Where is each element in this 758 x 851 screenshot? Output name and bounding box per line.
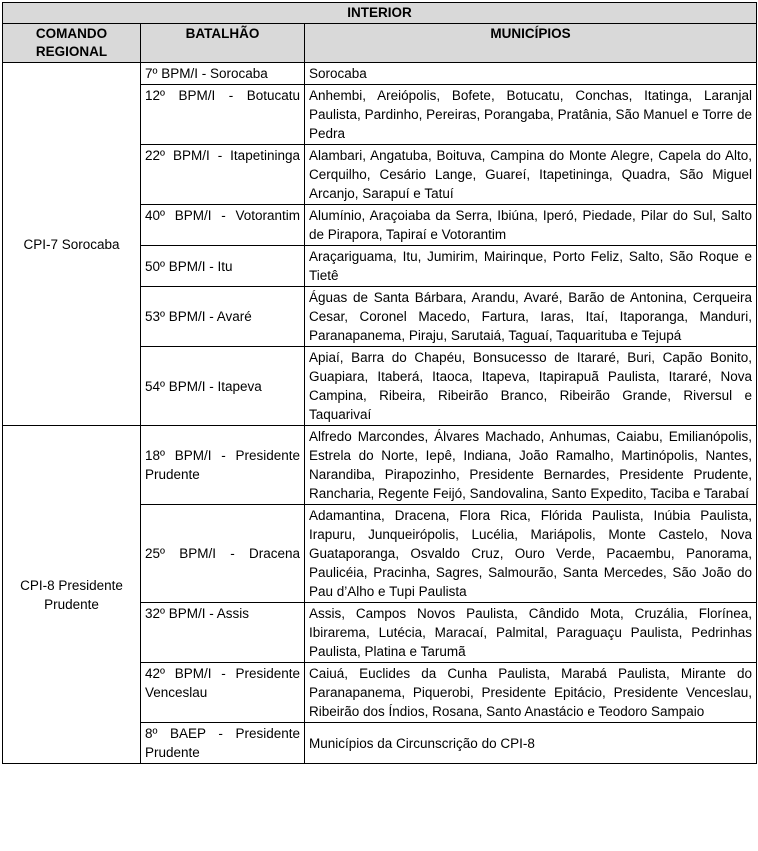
municipalities-cell: Apiaí, Barra do Chapéu, Bonsucesso de Itararé, Buri, Capão Bonito, Guapiara, Itaberá, Itaoca, Itapeva, Itapirapuã Paulista, Itararé, Nova Campina, Ribeira, Ribeirão Branco, Ribeirão Grande, Riversul e Taquarivaí <box>305 347 757 426</box>
header-comando: COMANDO REGIONAL <box>3 24 141 63</box>
battalion-cell: 22º BPM/I - Itapetininga <box>141 145 305 205</box>
title-row <box>3 3 757 24</box>
municipalities-cell: Águas de Santa Bárbara, Arandu, Avaré, Barão de Antonina, Cerqueira Cesar, Coronel Macedo, Fartura, Iaras, Itaí, Itaporanga, Manduri, Paranapanema, Piraju, Sarutaiá, Taguaí, Taquarituba e Tejupá <box>305 287 757 347</box>
interior-table <box>2 2 757 764</box>
municipalities-cell: Alumínio, Araçoiaba da Serra, Ibiúna, Iperó, Piedade, Pilar do Sul, Salto de Pirapora, Tapiraí e Votorantim <box>305 205 757 246</box>
municipalities-cell: Assis, Campos Novos Paulista, Cândido Mota, Cruzália, Florínea, Ibirarema, Lutécia, Maracaí, Palmital, Paraguaçu Paulista, Pedrinhas Paulista, Platina e Tarumã <box>305 603 757 663</box>
municipalities-cell: Alfredo Marcondes, Álvares Machado, Anhumas, Caiabu, Emilianópolis, Estrela do Norte, Iepê, Indiana, João Ramalho, Martinópolis, Nantes, Narandiba, Pirapozinho, Presidente Bernardes, Presidente Prudente, Rancharia, Regente Feijó, Sandovalina, Santo Expedito, Taciba e Tarabaí <box>305 426 757 505</box>
battalion-cell: 40º BPM/I - Votorantim <box>141 205 305 246</box>
table-row <box>3 63 757 85</box>
header-row <box>3 24 757 63</box>
battalion-cell: 50º BPM/I - Itu <box>141 246 305 287</box>
header-municipios: MUNICÍPIOS <box>305 24 757 63</box>
battalion-cell: 25º BPM/I - Dracena <box>141 505 305 603</box>
municipalities-cell: Municípios da Circunscrição do CPI-8 <box>305 723 757 764</box>
battalion-cell: 12º BPM/I - Botucatu <box>141 85 305 145</box>
municipalities-cell: Alambari, Angatuba, Boituva, Campina do Monte Alegre, Capela do Alto, Cerquilho, Cesário Lange, Guareí, Itapetininga, Quadra, São Miguel Arcanjo, Sarapuí e Tatuí <box>305 145 757 205</box>
battalion-cell: 32º BPM/I - Assis <box>141 603 305 663</box>
table-row <box>3 426 757 505</box>
municipalities-cell: Caiuá, Euclides da Cunha Paulista, Marabá Paulista, Mirante do Paranapanema, Piquerobi, Presidente Epitácio, Presidente Venceslau, Ribeirão dos Índios, Rosana, Santo Anastácio e Teodoro Sampaio <box>305 663 757 723</box>
table-title: INTERIOR <box>3 3 757 24</box>
battalion-cell: 7º BPM/I - Sorocaba <box>141 63 305 85</box>
battalion-cell: 8º BAEP - Presidente Prudente <box>141 723 305 764</box>
battalion-cell: 42º BPM/I - Presidente Venceslau <box>141 663 305 723</box>
battalion-cell: 53º BPM/I - Avaré <box>141 287 305 347</box>
battalion-cell: 54º BPM/I - Itapeva <box>141 347 305 426</box>
municipalities-cell: Anhembi, Areiópolis, Bofete, Botucatu, Conchas, Itatinga, Laranjal Paulista, Pardinho, Pereiras, Porangaba, Pratânia, São Manuel e Torre de Pedra <box>305 85 757 145</box>
municipalities-cell: Sorocaba <box>305 63 757 85</box>
region-cell: CPI-8 Presidente Prudente <box>3 426 141 764</box>
region-cell: CPI-7 Sorocaba <box>3 63 141 426</box>
municipalities-cell: Araçariguama, Itu, Jumirim, Mairinque, Porto Feliz, Salto, São Roque e Tietê <box>305 246 757 287</box>
battalion-cell: 18º BPM/I - Presidente Prudente <box>141 426 305 505</box>
municipalities-cell: Adamantina, Dracena, Flora Rica, Flórida Paulista, Inúbia Paulista, Irapuru, Junqueirópolis, Lucélia, Mariápolis, Monte Castelo, Nova Guataporanga, Osvaldo Cruz, Ouro Verde, Pacaembu, Panorama, Paulicéia, Pracinha, Sagres, Salmourão, Santa Mercedes, São João do Pau d’Alho e Tupi Paulista <box>305 505 757 603</box>
header-batalhao: BATALHÃO <box>141 24 305 63</box>
